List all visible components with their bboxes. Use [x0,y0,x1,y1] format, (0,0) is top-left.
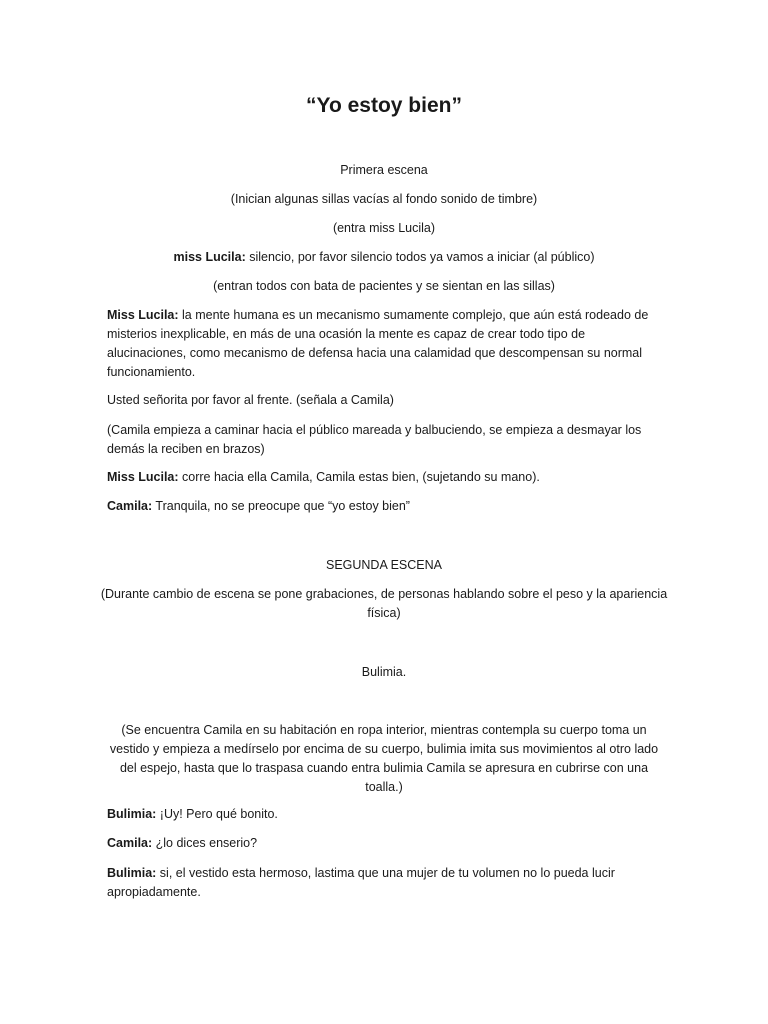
speaker-name: Miss Lucila: [107,308,179,322]
dialogue-text: la mente humana es un mecanismo sumamente complejo, que aún está rodeado de misterios inexplicable, en más de una ocasión la mente es capaz de crear todo tipo de alucinaciones, como mecanismo de defensa hacia una calamidad que descompensan su normal funcionamiento. [107,308,649,379]
play-title: “Yo estoy bien” [306,94,462,117]
stage-direction: (entran todos con bata de pacientes y se sientan en las sillas) [213,279,555,293]
scene-heading-primera: Primera escena [340,163,428,177]
speaker-name: Miss Lucila: [107,470,179,484]
speaker-name: Bulimia: [107,807,157,821]
dialogue-line [107,468,661,487]
dialogue-line [107,497,661,516]
dialogue-text: ¡Uy! Pero qué bonito. [156,807,278,821]
dialogue-text: corre hacia ella Camila, Camila estas bien, (sujetando su mano). [178,470,540,484]
speaker-name: Bulimia: [107,866,157,880]
stage-direction: (Camila empieza a caminar hacia el público mareada y balbuciendo, se empieza a desmayar los demás la reciben en brazos) [107,423,642,456]
dialogue-line [107,834,661,853]
dialogue-line [107,248,661,267]
dialogue-text: si, el vestido esta hermoso, lastima que una mujer de tu volumen no lo pueda lucir apropiadamente. [107,866,615,899]
section-subtitle: Bulimia. [361,665,407,679]
dialogue-line [107,864,661,902]
speaker-name: Camila: [107,499,153,513]
scene-heading-segunda: SEGUNDA ESCENA [325,558,442,572]
stage-direction: (entra miss Lucila) [332,221,436,235]
dialogue-text: silencio, por favor silencio todos ya vamos a iniciar (al público) [245,250,595,264]
dialogue-line: Usted señorita por favor al frente. (señala a Camila) [107,393,394,407]
stage-direction: (Inician algunas sillas vacías al fondo sonido de timbre) [230,192,538,206]
stage-direction: (Durante cambio de escena se pone grabaciones, de personas hablando sobre el peso y la apariencia física) [100,587,668,620]
dialogue-line [107,805,661,824]
stage-direction: (Se encuentra Camila en su habitación en ropa interior, mientras contempla su cuerpo toma un vestido y empieza a medírselo por encima de su cuerpo, bulimia imita sus movimientos al otro lado del espejo, hasta que lo traspasa cuando entra bulimia Camila se apresura en cubrirse con una toalla.) [109,723,659,794]
dialogue-text: ¿lo dices enserio? [152,836,258,850]
speaker-name: miss Lucila: [173,250,246,264]
dialogue-line [107,306,661,382]
dialogue-text: Tranquila, no se preocupe que “yo estoy bien” [152,499,410,513]
speaker-name: Camila: [107,836,153,850]
